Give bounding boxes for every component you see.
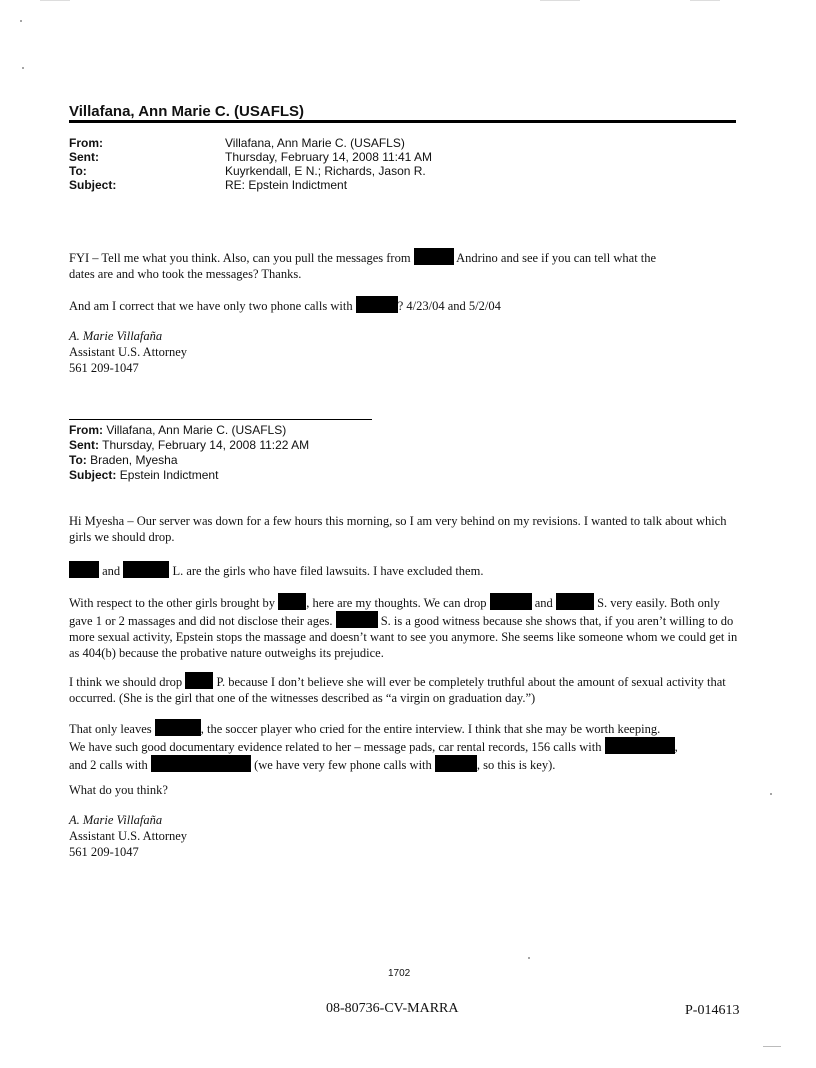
fwd-text: I think we should drop bbox=[69, 675, 183, 689]
fwd-from-label: From: bbox=[69, 423, 103, 437]
scan-speck bbox=[770, 793, 772, 795]
scan-speck bbox=[22, 67, 24, 69]
fwd-subject: Epstein Indictment bbox=[119, 468, 219, 482]
fwd-text: That only leaves bbox=[69, 722, 152, 736]
email-header-labels bbox=[69, 136, 116, 192]
redaction-block bbox=[151, 755, 251, 772]
email-title: Villafana, Ann Marie C. (USAFLS) bbox=[69, 103, 305, 120]
redaction-block bbox=[185, 672, 213, 689]
fwd-text: and bbox=[102, 564, 121, 578]
scan-artifact bbox=[40, 0, 70, 1]
reply-paragraph-1 bbox=[69, 248, 739, 282]
redaction-block bbox=[435, 755, 477, 772]
fwd-paragraph-5 bbox=[69, 719, 749, 773]
forward-divider bbox=[69, 419, 372, 420]
from-value: Villafana, Ann Marie C. (USAFLS) bbox=[225, 136, 405, 150]
reply-text: FYI – Tell me what you think. Also, can you pull the messages from bbox=[69, 251, 411, 265]
scan-artifact bbox=[690, 0, 720, 1]
redaction-block bbox=[123, 561, 169, 578]
fwd-to-label: To: bbox=[69, 453, 87, 467]
fwd-text: S. is a good witness because she shows that, if bbox=[380, 614, 613, 628]
fwd-text: P. because I don’t believe she will ever be completely truthful about the amount of sexual activity that occurred. (She is the girl that one of the witnesses described as “a virgin on graduation day.”) bbox=[69, 675, 726, 705]
to-value: Kuyrkendall, E N.; Richards, Jason R. bbox=[225, 164, 426, 178]
case-number: 08-80736-CV-MARRA bbox=[326, 1001, 459, 1016]
forwarded-header bbox=[69, 423, 309, 483]
signature-role: Assistant U.S. Attorney bbox=[69, 345, 188, 359]
fwd-text: , bbox=[674, 740, 678, 754]
bates-number: P-014613 bbox=[685, 1003, 740, 1018]
page-number: 1702 bbox=[388, 968, 411, 979]
fwd-sent: Thursday, February 14, 2008 11:22 AM bbox=[102, 438, 310, 452]
fwd-text: (we have very few phone calls with bbox=[254, 758, 432, 772]
scan-speck bbox=[528, 957, 530, 959]
reply-text: ? 4/23/04 and 5/2/04 bbox=[397, 299, 501, 313]
redaction-block bbox=[490, 593, 532, 610]
reply-paragraph-2 bbox=[69, 296, 739, 314]
sent-label: Sent: bbox=[69, 150, 99, 164]
fwd-paragraph-1: Hi Myesha – Our server was down for a few hours this morning, so I am very behind on my revisions. I wanted to talk about which girls we should drop. bbox=[69, 514, 727, 544]
fwd-text: and 2 calls with bbox=[69, 758, 148, 772]
redaction-block bbox=[556, 593, 594, 610]
fwd-paragraph-2 bbox=[69, 561, 739, 579]
fwd-text: , so this is key). bbox=[476, 758, 556, 772]
fwd-text: , here are my thoughts. We can drop bbox=[306, 596, 487, 610]
reply-text: dates are and who took the messages? Thanks. bbox=[69, 267, 302, 281]
signature-name: A. Marie Villafaña bbox=[69, 329, 163, 343]
redaction-block bbox=[278, 593, 306, 610]
fwd-signature bbox=[69, 812, 187, 860]
fwd-paragraph-6: What do you think? bbox=[69, 783, 168, 797]
reply-text: Andrino and see if you can tell what the bbox=[456, 251, 657, 265]
fwd-subject-label: Subject: bbox=[69, 468, 117, 482]
fwd-to: Braden, Myesha bbox=[90, 453, 178, 467]
fwd-text: Both only gave 1 or 2 massages and did not disclose their ages. bbox=[69, 596, 720, 628]
redaction-block bbox=[356, 296, 398, 313]
fwd-text: you aren’t willing to do more sexual activity, Epstein stops the massage and doesn’t want to see you anymore. She seems like someone whom we could get in as 404(b) because the probative nature outweighs its prejudice. bbox=[69, 614, 738, 660]
signature-name: A. Marie Villafaña bbox=[69, 813, 163, 827]
redaction-block bbox=[414, 248, 454, 265]
redaction-block bbox=[155, 719, 201, 736]
signature-phone: 561 209-1047 bbox=[69, 361, 139, 375]
fwd-text: S. very easily. bbox=[597, 596, 668, 610]
email-header-values bbox=[225, 136, 432, 192]
fwd-from: Villafana, Ann Marie C. (USAFLS) bbox=[106, 423, 287, 437]
redaction-block bbox=[69, 561, 99, 578]
scan-speck bbox=[20, 20, 22, 22]
fwd-paragraph-4 bbox=[69, 672, 729, 706]
title-divider bbox=[69, 120, 736, 123]
fwd-paragraph-3 bbox=[69, 593, 741, 661]
from-label: From: bbox=[69, 136, 103, 150]
to-label: To: bbox=[69, 164, 87, 178]
scan-artifact bbox=[763, 1046, 781, 1047]
fwd-text: We have such good documentary evidence related to her – message pads, car rental records, 156 calls with bbox=[69, 740, 602, 754]
sent-value: Thursday, February 14, 2008 11:41 AM bbox=[225, 150, 433, 164]
fwd-text: L. are the girls who have filed lawsuits. I have excluded them. bbox=[172, 564, 484, 578]
fwd-text: , the soccer player who cried for the entire interview. I think that she may be worth keeping. bbox=[200, 722, 661, 736]
reply-text: And am I correct that we have only two phone calls with bbox=[69, 299, 353, 313]
signature-phone: 561 209-1047 bbox=[69, 845, 139, 859]
fwd-text: and bbox=[534, 596, 553, 610]
reply-signature bbox=[69, 328, 187, 376]
subject-label: Subject: bbox=[69, 178, 117, 192]
redaction-block bbox=[605, 737, 675, 754]
signature-role: Assistant U.S. Attorney bbox=[69, 829, 188, 843]
redaction-block bbox=[336, 611, 378, 628]
subject-value: RE: Epstein Indictment bbox=[225, 178, 348, 192]
scan-artifact bbox=[540, 0, 580, 1]
fwd-sent-label: Sent: bbox=[69, 438, 99, 452]
fwd-text: With respect to the other girls brought by bbox=[69, 596, 276, 610]
